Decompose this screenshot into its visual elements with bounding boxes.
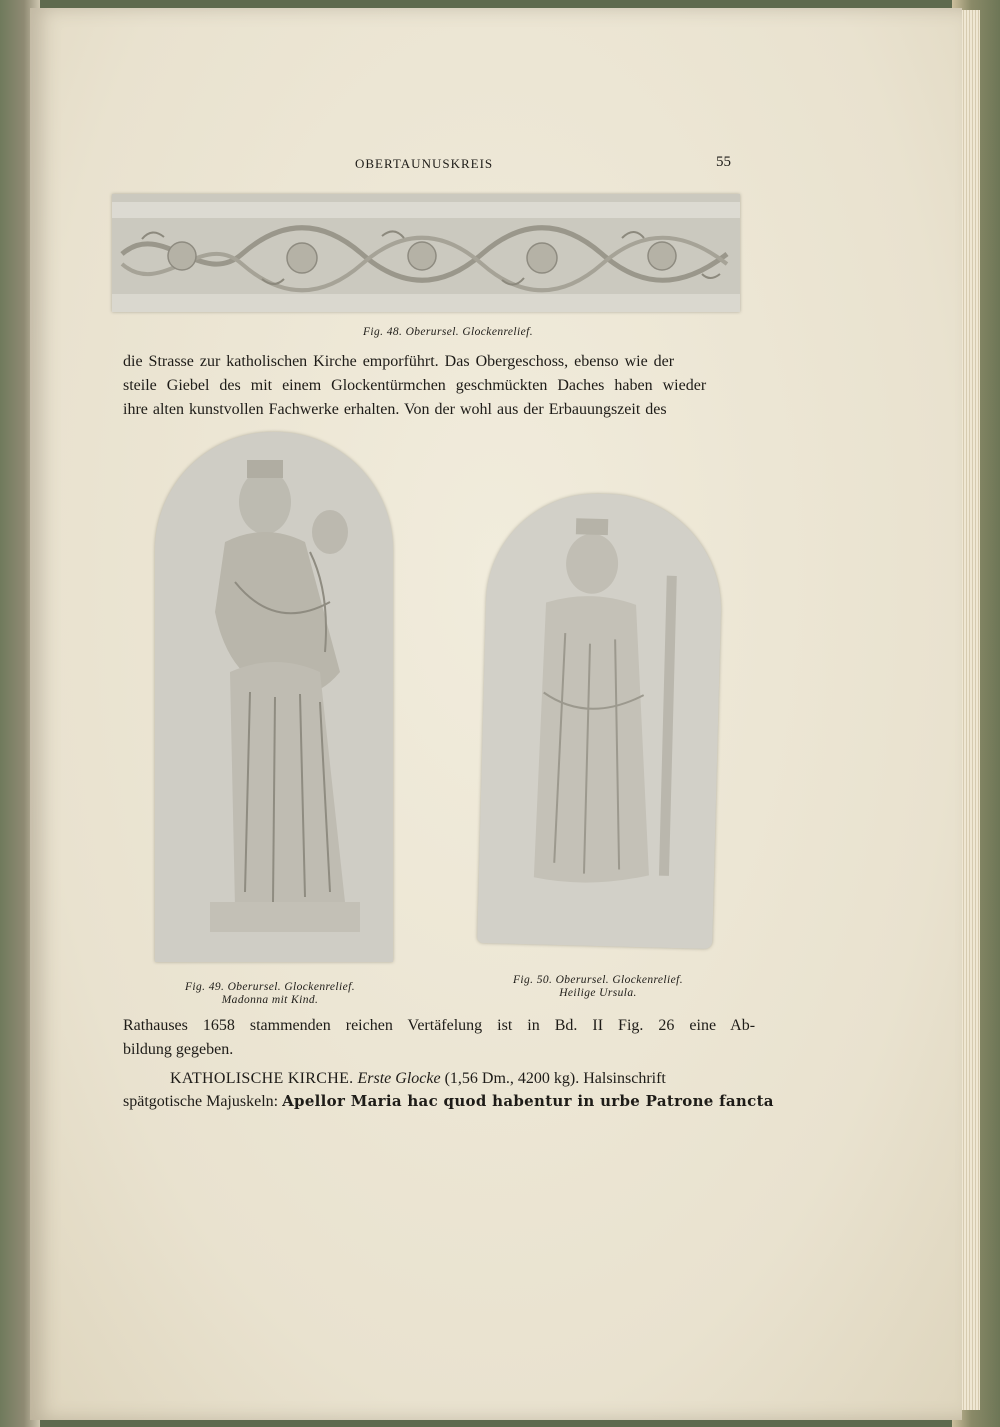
- bell-details: (1,56 Dm., 4200 kg). Halsinschrift: [444, 1070, 666, 1087]
- section-heading: KATHOLISCHE KIRCHE.: [170, 1070, 354, 1087]
- figure-48-caption: Fig. 48. Oberursel. Glockenrelief.: [363, 326, 533, 338]
- inscription-intro: spätgotische Majuskeln:: [123, 1093, 279, 1110]
- figure-49-caption-line1: Fig. 49. Oberursel. Glockenrelief.: [185, 981, 355, 993]
- body-text-line: bildung gegeben.: [123, 1041, 234, 1058]
- body-text-line: Rathauses 1658 stammenden reichen Vertäfelung ist in Bd. II Fig. 26 eine Ab-: [123, 1017, 756, 1034]
- running-title: OBERTAUNUSKREIS: [355, 156, 494, 171]
- figure-49-madonna-relief-image: [155, 432, 393, 962]
- figure-50-caption: [488, 974, 708, 1000]
- figure-49-caption: [160, 981, 380, 1007]
- figure-50-caption-line1: Fig. 50. Oberursel. Glockenrelief.: [513, 974, 683, 986]
- figure-50-caption-line2: Heilige Ursula.: [559, 987, 637, 999]
- figure-49-caption-line2: Madonna mit Kind.: [221, 994, 319, 1006]
- inscription-line: [123, 1092, 774, 1111]
- body-text-line: ihre alten kunstvollen Fachwerke erhalten. Von der wohl aus der Erbauungszeit des: [123, 401, 667, 418]
- bell-title: Erste Glocke: [357, 1070, 441, 1087]
- section-heading-line: [170, 1070, 735, 1088]
- body-text-line: die Strasse zur katholischen Kirche emporführt. Das Obergeschoss, ebenso wie der: [123, 353, 675, 370]
- body-text-line: steile Giebel des mit einem Glockentürmchen geschmückten Daches haben wieder: [123, 377, 707, 394]
- figure-48-frieze-image: [112, 194, 740, 312]
- gothic-inscription: Apellor Maria hac quod habentur in urbe Patrone fancta: [282, 1092, 774, 1110]
- book-page: [30, 8, 962, 1420]
- figure-50-ursula-relief-image: [477, 491, 724, 949]
- page-number: 55: [716, 154, 731, 170]
